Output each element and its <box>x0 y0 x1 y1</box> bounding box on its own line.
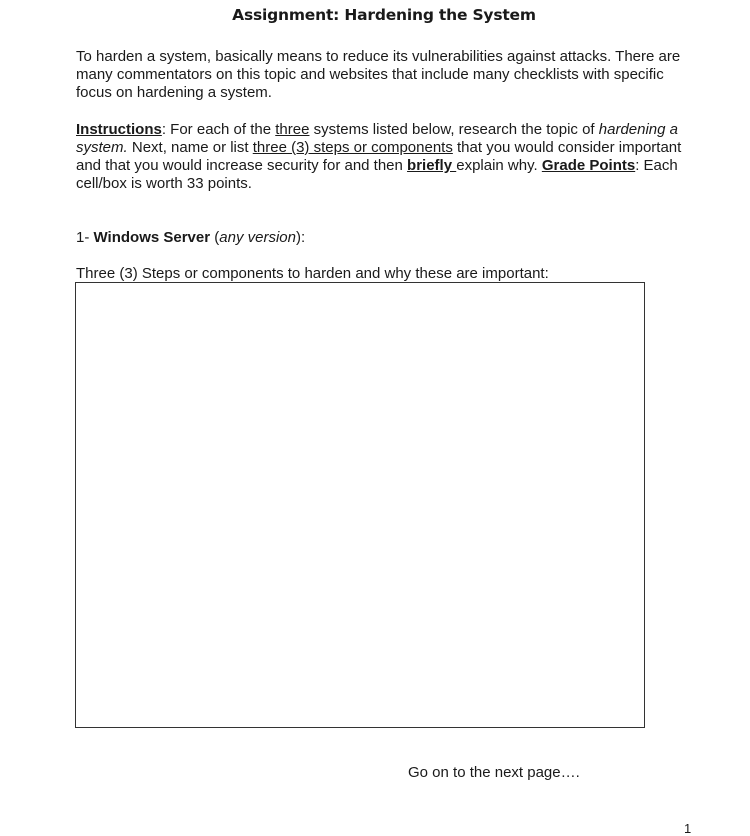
section-heading-windows-server <box>76 229 305 247</box>
answer-prompt: Three (3) Steps or components to harden and why these are important: <box>76 265 549 282</box>
three-text: three <box>275 121 310 138</box>
section-version: any version <box>219 229 296 246</box>
answer-box[interactable] <box>75 282 645 728</box>
instructions-paragraph <box>76 121 696 193</box>
instructions-text-5: explain why. <box>456 157 542 174</box>
section-name: Windows Server <box>93 229 211 246</box>
grade-points-label: Grade Points <box>541 157 636 174</box>
section-number: 1- <box>76 229 94 246</box>
page-number: 1 <box>684 821 692 836</box>
topic-text: hardening a system. <box>76 121 678 156</box>
instructions-text-2: systems listed below, research the topic of <box>309 121 599 138</box>
section-close-paren: ): <box>295 229 306 246</box>
steps-text: three (3) steps or components <box>252 139 453 156</box>
section-open-paren: ( <box>210 229 220 246</box>
instructions-text-3: Next, name or list <box>127 139 253 156</box>
intro-paragraph: To harden a system, basically means to reduce its vulnerabilities against attacks. There are many commentators on this topic and websites that include many checklists with specific focus on hardening a system. <box>76 48 681 101</box>
instructions-label: Instructions <box>76 121 162 138</box>
instructions-text-1: : For each of the <box>161 121 276 138</box>
next-page-note: Go on to the next page…. <box>408 764 580 781</box>
document-title: Assignment: Hardening the System <box>232 6 536 24</box>
briefly-text: briefly <box>407 157 457 174</box>
instructions-text-4: that you would consider important and that you would increase security for and then <box>76 139 682 174</box>
grade-points-text: : Each cell/box is worth 33 points. <box>76 157 678 192</box>
